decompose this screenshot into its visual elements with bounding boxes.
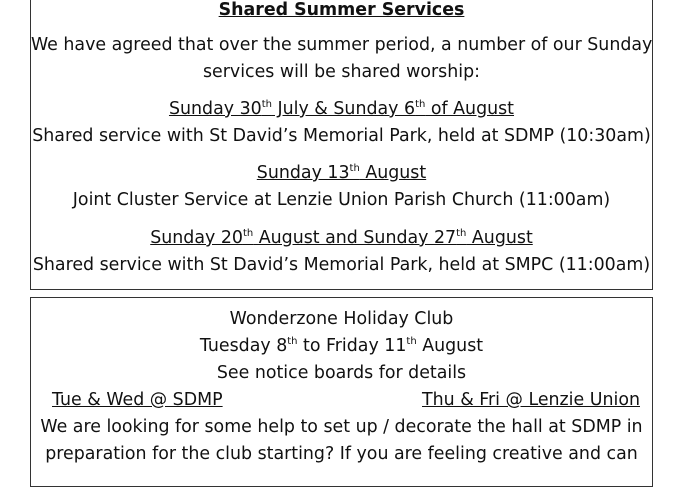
intro-line-2: services will be shared worship: [203,62,480,82]
help-line-2: preparation for the club starting? If you are feeling creative and can [45,444,638,464]
intro-line-1: We have agreed that over the summer period, a number of our Sunday [31,35,653,55]
holiday-club-title: Wonderzone Holiday Club [229,309,454,329]
holiday-club-notice [30,297,653,487]
service-description-2: Joint Cluster Service at Lenzie Union Parish Church (11:00am) [72,190,611,210]
help-line-1: We are looking for some help to set up / decorate the hall at SDMP in [40,417,643,437]
shared-services-title: Shared Summer Services [218,0,465,20]
holiday-club-dates: Tuesday 8th to Friday 11th August [199,336,484,356]
service-description-1: Shared service with St David’s Memorial Park, held at SDMP (10:30am) [32,126,651,146]
service-date-2: Sunday 13th August [256,163,427,183]
shared-services-notice [30,0,653,290]
venue-tue-wed: Tue & Wed @ SDMP [52,390,223,410]
service-description-3: Shared service with St David’s Memorial Park, held at SMPC (11:00am) [32,255,651,275]
holiday-club-notice-text: See notice boards for details [216,363,467,383]
venue-thu-fri: Thu & Fri @ Lenzie Union [422,390,640,410]
service-date-3: Sunday 20th August and Sunday 27th August [150,228,533,248]
service-date-1: Sunday 30th July & Sunday 6th of August [168,99,515,119]
